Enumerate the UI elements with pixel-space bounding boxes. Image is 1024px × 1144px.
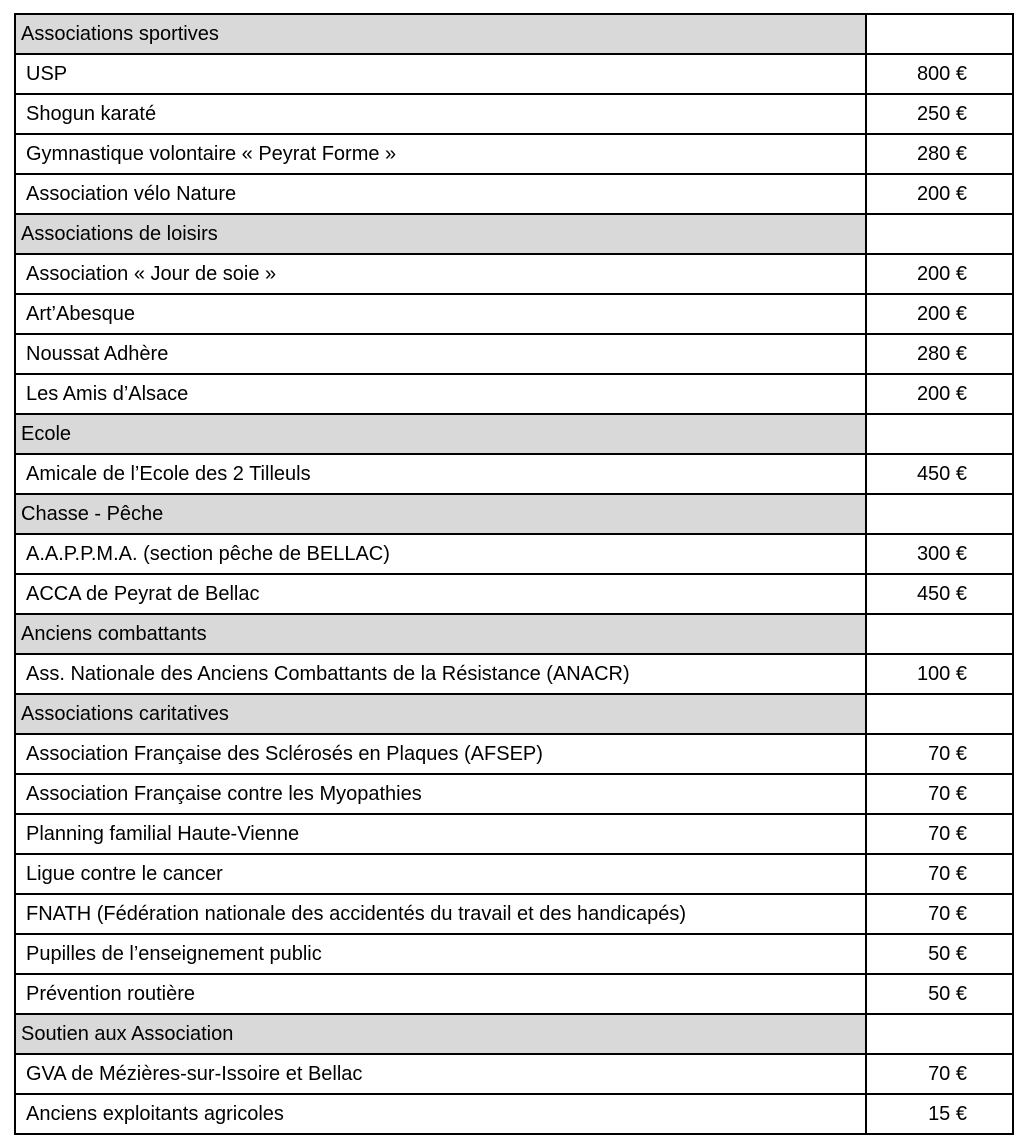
table-row bbox=[15, 174, 1013, 214]
grant-amount: 50 € bbox=[866, 974, 1013, 1014]
grant-amount: 280 € bbox=[866, 134, 1013, 174]
category-row bbox=[15, 14, 1013, 54]
category-row bbox=[15, 414, 1013, 454]
category-title: Soutien aux Association bbox=[15, 1014, 866, 1054]
table-row bbox=[15, 1054, 1013, 1094]
category-title: Chasse - Pêche bbox=[15, 494, 866, 534]
category-row bbox=[15, 1014, 1013, 1054]
association-name: Association « Jour de soie » bbox=[15, 254, 866, 294]
association-name: Planning familial Haute-Vienne bbox=[15, 814, 866, 854]
category-amount-cell bbox=[866, 1014, 1013, 1054]
association-name: Association Française des Sclérosés en Plaques (AFSEP) bbox=[15, 734, 866, 774]
grants-table bbox=[14, 13, 1014, 1135]
grant-amount: 15 € bbox=[866, 1094, 1013, 1134]
association-name: Association vélo Nature bbox=[15, 174, 866, 214]
grant-amount: 800 € bbox=[866, 54, 1013, 94]
grant-amount: 200 € bbox=[866, 174, 1013, 214]
association-name: USP bbox=[15, 54, 866, 94]
table-row bbox=[15, 774, 1013, 814]
table-row bbox=[15, 254, 1013, 294]
category-amount-cell bbox=[866, 614, 1013, 654]
table-row bbox=[15, 734, 1013, 774]
category-amount-cell bbox=[866, 14, 1013, 54]
association-name: Prévention routière bbox=[15, 974, 866, 1014]
grant-amount: 450 € bbox=[866, 574, 1013, 614]
category-title: Associations sportives bbox=[15, 14, 866, 54]
category-amount-cell bbox=[866, 214, 1013, 254]
table-row bbox=[15, 854, 1013, 894]
table-row bbox=[15, 934, 1013, 974]
category-amount-cell bbox=[866, 694, 1013, 734]
association-name: A.A.P.P.M.A. (section pêche de BELLAC) bbox=[15, 534, 866, 574]
category-amount-cell bbox=[866, 414, 1013, 454]
association-name: Gymnastique volontaire « Peyrat Forme » bbox=[15, 134, 866, 174]
grant-amount: 280 € bbox=[866, 334, 1013, 374]
association-name: Shogun karaté bbox=[15, 94, 866, 134]
table-row bbox=[15, 894, 1013, 934]
table-row bbox=[15, 814, 1013, 854]
grant-amount: 70 € bbox=[866, 734, 1013, 774]
table-row bbox=[15, 94, 1013, 134]
grant-amount: 70 € bbox=[866, 894, 1013, 934]
table-row bbox=[15, 134, 1013, 174]
grant-amount: 70 € bbox=[866, 774, 1013, 814]
table-row bbox=[15, 574, 1013, 614]
grant-amount: 450 € bbox=[866, 454, 1013, 494]
association-name: Amicale de l’Ecole des 2 Tilleuls bbox=[15, 454, 866, 494]
association-name: Pupilles de l’enseignement public bbox=[15, 934, 866, 974]
grants-table-body bbox=[15, 14, 1013, 1134]
association-name: Noussat Adhère bbox=[15, 334, 866, 374]
category-title: Anciens combattants bbox=[15, 614, 866, 654]
table-row bbox=[15, 534, 1013, 574]
grant-amount: 300 € bbox=[866, 534, 1013, 574]
category-title: Associations caritatives bbox=[15, 694, 866, 734]
association-name: Art’Abesque bbox=[15, 294, 866, 334]
grant-amount: 70 € bbox=[866, 854, 1013, 894]
category-row bbox=[15, 494, 1013, 534]
category-title: Ecole bbox=[15, 414, 866, 454]
table-row bbox=[15, 374, 1013, 414]
grant-amount: 70 € bbox=[866, 1054, 1013, 1094]
table-row bbox=[15, 54, 1013, 94]
category-title: Associations de loisirs bbox=[15, 214, 866, 254]
grant-amount: 100 € bbox=[866, 654, 1013, 694]
table-row bbox=[15, 654, 1013, 694]
category-row bbox=[15, 694, 1013, 734]
association-name: Anciens exploitants agricoles bbox=[15, 1094, 866, 1134]
table-row bbox=[15, 1094, 1013, 1134]
association-name: Association Française contre les Myopathies bbox=[15, 774, 866, 814]
category-row bbox=[15, 214, 1013, 254]
table-row bbox=[15, 294, 1013, 334]
table-row bbox=[15, 454, 1013, 494]
grant-amount: 250 € bbox=[866, 94, 1013, 134]
association-name: Ligue contre le cancer bbox=[15, 854, 866, 894]
grant-amount: 70 € bbox=[866, 814, 1013, 854]
grant-amount: 200 € bbox=[866, 254, 1013, 294]
grant-amount: 200 € bbox=[866, 294, 1013, 334]
association-name: Ass. Nationale des Anciens Combattants de la Résistance (ANACR) bbox=[15, 654, 866, 694]
category-row bbox=[15, 614, 1013, 654]
grant-amount: 200 € bbox=[866, 374, 1013, 414]
category-amount-cell bbox=[866, 494, 1013, 534]
association-name: Les Amis d’Alsace bbox=[15, 374, 866, 414]
association-name: FNATH (Fédération nationale des accidentés du travail et des handicapés) bbox=[15, 894, 866, 934]
table-row bbox=[15, 334, 1013, 374]
grant-amount: 50 € bbox=[866, 934, 1013, 974]
table-row bbox=[15, 974, 1013, 1014]
association-name: GVA de Mézières-sur-Issoire et Bellac bbox=[15, 1054, 866, 1094]
association-name: ACCA de Peyrat de Bellac bbox=[15, 574, 866, 614]
